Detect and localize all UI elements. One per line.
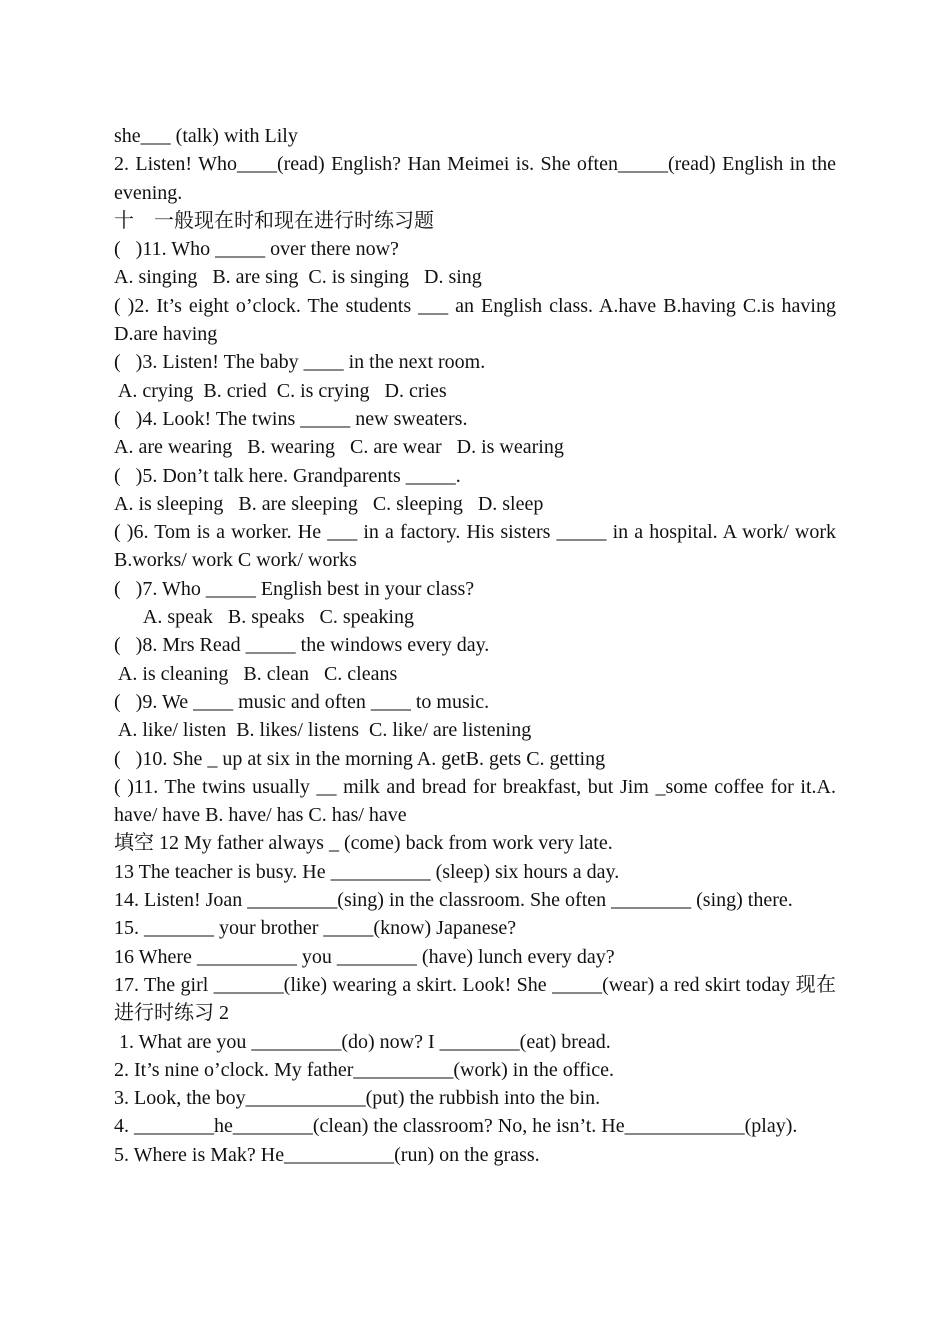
fill-in-17: 17. The girl _______(like) wearing a skirt. Look! She _____(wear) a red skirt today 现在进行时练习 2 xyxy=(114,973,836,1025)
options-3: A. crying B. cried C. is crying D. cries xyxy=(114,379,447,402)
exercise-2-item-1: 1. What are you _________(do) now? I ________(eat) bread. xyxy=(114,1030,611,1053)
question-11-who: ( )11. Who _____ over there now? xyxy=(114,238,399,261)
question-11-twins-milk: ( )11. The twins usually __ milk and bread for breakfast, but Jim _some coffee for it.A. have/ have B. have/ has C. has/ have xyxy=(114,775,836,827)
text-line-1: she___ (talk) with Lily xyxy=(114,125,298,147)
exercise-2-item-2: 2. It’s nine o’clock. My father__________(work) in the office. xyxy=(114,1058,615,1081)
options-5: A. is sleeping B. are sleeping C. sleeping D. sleep xyxy=(114,492,544,515)
exercise-2-item-3: 3. Look, the boy____________(put) the rubbish into the bin. xyxy=(114,1087,601,1110)
exercise-2-item-4: 4. ________he________(clean) the classroom? No, he isn’t. He____________(play). xyxy=(114,1115,798,1138)
question-3-baby: ( )3. Listen! The baby ____ in the next room. xyxy=(114,351,486,374)
options-11: A. singing B. are sing C. is singing D. sing xyxy=(114,266,482,289)
fill-in-14: 14. Listen! Joan _________(sing) in the classroom. She often ________ (sing) there. xyxy=(114,889,793,912)
question-5-grandparents: ( )5. Don’t talk here. Grandparents _____. xyxy=(114,464,461,487)
options-7: A. speak B. speaks C. speaking xyxy=(114,606,414,629)
question-8-mrs-read: ( )8. Mrs Read _____ the windows every day. xyxy=(114,634,490,657)
fill-in-16: 16 Where __________ you ________ (have) lunch every day? xyxy=(114,945,615,968)
fill-in-15: 15. _______ your brother _____(know) Japanese? xyxy=(114,917,517,940)
question-2-eight-oclock: ( )2. It’s eight o’clock. The students ___ an English class. A.have B.having C.is having D.are having xyxy=(114,294,836,346)
worksheet-page xyxy=(114,122,836,1169)
fill-in-12: 填空 12 My father always _ (come) back from work very late. xyxy=(114,832,613,855)
options-4: A. are wearing B. wearing C. are wear D. is wearing xyxy=(114,436,564,459)
section-heading-ten: 十 一般现在时和现在进行时练习题 xyxy=(114,209,434,232)
options-8: A. is cleaning B. clean C. cleans xyxy=(114,662,398,685)
question-4-twins: ( )4. Look! The twins _____ new sweaters. xyxy=(114,407,468,430)
question-6-tom: ( )6. Tom is a worker. He ___ in a factory. His sisters _____ in a hospital. A work/ work B.works/ work C work/ works xyxy=(114,521,836,572)
question-9-music: ( )9. We ____ music and often ____ to music. xyxy=(114,690,490,713)
exercise-2-item-5: 5. Where is Mak? He___________(run) on the grass. xyxy=(114,1143,540,1166)
question-10-she: ( )10. She _ up at six in the morning A. getB. gets C. getting xyxy=(114,747,606,770)
question-2-listen: 2. Listen! Who____(read) English? Han Meimei is. She often_____(read) English in the evening. xyxy=(114,153,836,204)
question-7-who-english: ( )7. Who _____ English best in your class? xyxy=(114,577,475,600)
fill-in-13: 13 The teacher is busy. He __________ (sleep) six hours a day. xyxy=(114,860,620,883)
options-9: A. like/ listen B. likes/ listens C. like/ are listening xyxy=(114,719,532,742)
